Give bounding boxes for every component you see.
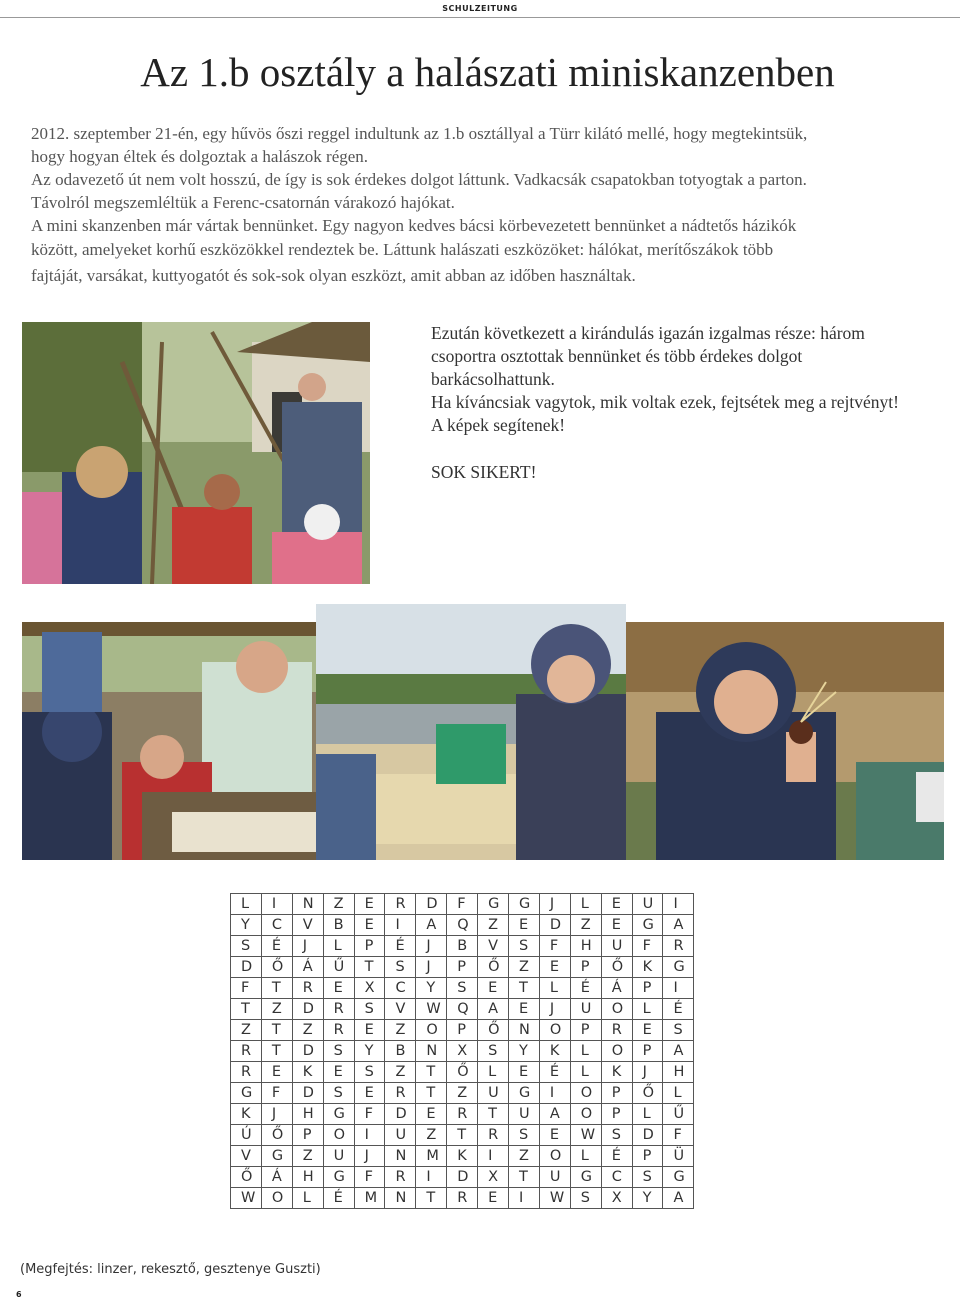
grid-cell: O xyxy=(323,1125,354,1146)
side-line: Ha kíváncsiak vagytok, mik voltak ezek, fejtsétek meg a rejtvényt! xyxy=(431,392,899,412)
grid-cell: I xyxy=(509,1188,540,1209)
grid-cell: P xyxy=(292,1125,323,1146)
grid-cell: É xyxy=(601,1146,632,1167)
grid-row xyxy=(231,1104,694,1125)
grid-cell: G xyxy=(663,957,694,978)
grid-cell: O xyxy=(416,1020,447,1041)
grid-cell: L xyxy=(570,1041,601,1062)
grid-cell: E xyxy=(509,999,540,1020)
grid-cell: P xyxy=(447,1020,478,1041)
grid-cell: N xyxy=(385,1188,416,1209)
grid-cell: X xyxy=(601,1188,632,1209)
grid-cell: S xyxy=(354,999,385,1020)
photo-fishing-net-guide xyxy=(22,322,370,584)
grid-cell: J xyxy=(416,936,447,957)
grid-cell: E xyxy=(539,1125,570,1146)
grid-cell: F xyxy=(447,894,478,915)
grid-cell: O xyxy=(539,1146,570,1167)
grid-row xyxy=(231,1041,694,1062)
grid-cell: G xyxy=(323,1167,354,1188)
grid-cell: G xyxy=(632,915,663,936)
grid-cell: Z xyxy=(509,957,540,978)
grid-cell: J xyxy=(292,936,323,957)
grid-cell: I xyxy=(539,1083,570,1104)
grid-cell: R xyxy=(231,1062,262,1083)
grid-cell: I xyxy=(385,915,416,936)
grid-cell: Ú xyxy=(231,1125,262,1146)
grid-cell: E xyxy=(354,1020,385,1041)
grid-cell: U xyxy=(601,936,632,957)
grid-cell: T xyxy=(509,1167,540,1188)
grid-cell: T xyxy=(261,1020,292,1041)
grid-row xyxy=(231,894,694,915)
grid-cell: T xyxy=(416,1083,447,1104)
grid-cell: P xyxy=(447,957,478,978)
grid-cell: S xyxy=(663,1020,694,1041)
page-number: 6 xyxy=(16,1290,22,1299)
grid-cell: R xyxy=(385,894,416,915)
grid-cell: N xyxy=(385,1146,416,1167)
grid-cell: J xyxy=(539,999,570,1020)
grid-cell: F xyxy=(663,1125,694,1146)
grid-row xyxy=(231,999,694,1020)
grid-cell: Y xyxy=(231,915,262,936)
grid-cell: E xyxy=(509,915,540,936)
grid-cell: É xyxy=(539,1062,570,1083)
grid-cell: A xyxy=(663,1041,694,1062)
grid-cell: S xyxy=(385,957,416,978)
grid-cell: R xyxy=(292,978,323,999)
grid-row xyxy=(231,936,694,957)
grid-cell: F xyxy=(261,1083,292,1104)
grid-cell: É xyxy=(261,936,292,957)
grid-cell: E xyxy=(323,978,354,999)
grid-cell: E xyxy=(416,1104,447,1125)
grid-cell: E xyxy=(509,1062,540,1083)
grid-cell: P xyxy=(601,1083,632,1104)
grid-cell: E xyxy=(539,957,570,978)
grid-cell: F xyxy=(632,936,663,957)
grid-cell: H xyxy=(663,1062,694,1083)
grid-cell: U xyxy=(632,894,663,915)
grid-cell: R xyxy=(323,999,354,1020)
grid-cell: W xyxy=(539,1188,570,1209)
grid-cell: R xyxy=(447,1188,478,1209)
grid-cell: O xyxy=(539,1020,570,1041)
grid-cell: Z xyxy=(323,894,354,915)
grid-cell: Ő xyxy=(447,1062,478,1083)
grid-cell: G xyxy=(509,894,540,915)
grid-cell: B xyxy=(323,915,354,936)
grid-cell: Ő xyxy=(261,1125,292,1146)
grid-cell: G xyxy=(261,1146,292,1167)
grid-cell: T xyxy=(509,978,540,999)
grid-cell: K xyxy=(447,1146,478,1167)
grid-cell: T xyxy=(416,1062,447,1083)
grid-cell: É xyxy=(570,978,601,999)
grid-cell: Z xyxy=(478,915,509,936)
grid-cell: W xyxy=(570,1125,601,1146)
grid-cell: V xyxy=(385,999,416,1020)
intro-line: 2012. szeptember 21-én, egy hűvös őszi reggel indultunk az 1.b osztállyal a Türr kilátó mellé, hogy megtekintsük, xyxy=(31,124,808,143)
article-title: Az 1.b osztály a halászati miniskanzenben xyxy=(140,49,835,95)
grid-cell: L xyxy=(570,1062,601,1083)
grid-cell: P xyxy=(601,1104,632,1125)
activity-text xyxy=(431,322,956,484)
grid-cell: T xyxy=(416,1188,447,1209)
grid-cell: N xyxy=(292,894,323,915)
grid-cell: Ő xyxy=(632,1083,663,1104)
intro-line: között, amelyeket korhű eszközökkel rendeztek be. Láttunk halászati eszközöket: hálókat, merítőszákok több xyxy=(31,240,774,259)
grid-cell: K xyxy=(539,1041,570,1062)
grid-cell: R xyxy=(663,936,694,957)
grid-cell: B xyxy=(385,1041,416,1062)
grid-cell: W xyxy=(416,999,447,1020)
grid-cell: D xyxy=(292,1083,323,1104)
header-divider xyxy=(0,17,960,18)
grid-cell: E xyxy=(323,1062,354,1083)
grid-cell: X xyxy=(478,1167,509,1188)
intro-line: fajtáját, varsákat, kuttyogatót és sok-sok olyan eszközt, amit abban az időben használtak. xyxy=(31,266,636,285)
grid-row xyxy=(231,1083,694,1104)
grid-cell: Z xyxy=(231,1020,262,1041)
grid-cell: X xyxy=(354,978,385,999)
grid-cell: G xyxy=(478,894,509,915)
grid-cell: Q xyxy=(447,999,478,1020)
grid-cell: S xyxy=(509,936,540,957)
grid-cell: H xyxy=(292,1167,323,1188)
grid-cell: R xyxy=(447,1104,478,1125)
grid-cell: C xyxy=(385,978,416,999)
grid-cell: D xyxy=(416,894,447,915)
grid-cell: R xyxy=(385,1083,416,1104)
grid-cell: Z xyxy=(570,915,601,936)
grid-row xyxy=(231,1188,694,1209)
grid-row xyxy=(231,1146,694,1167)
grid-cell: G xyxy=(570,1167,601,1188)
grid-cell: R xyxy=(385,1167,416,1188)
intro-text xyxy=(31,122,951,289)
grid-cell: T xyxy=(261,978,292,999)
grid-cell: B xyxy=(447,936,478,957)
closing-text: SOK SIKERT! xyxy=(431,462,537,482)
side-line: barkácsolhattunk. xyxy=(431,369,555,389)
grid-cell: V xyxy=(478,936,509,957)
grid-cell: J xyxy=(632,1062,663,1083)
grid-cell: J xyxy=(539,894,570,915)
grid-cell: U xyxy=(509,1104,540,1125)
grid-cell: É xyxy=(385,936,416,957)
grid-cell: L xyxy=(231,894,262,915)
grid-cell: T xyxy=(261,1041,292,1062)
grid-cell: D xyxy=(231,957,262,978)
grid-cell: É xyxy=(663,999,694,1020)
grid-cell: C xyxy=(261,915,292,936)
grid-cell: D xyxy=(447,1167,478,1188)
grid-cell: J xyxy=(261,1104,292,1125)
grid-cell: P xyxy=(570,1020,601,1041)
grid-cell: E xyxy=(261,1062,292,1083)
grid-cell: V xyxy=(231,1146,262,1167)
grid-cell: A xyxy=(416,915,447,936)
grid-cell: Á xyxy=(601,978,632,999)
grid-cell: F xyxy=(231,978,262,999)
intro-line: Az odavezető út nem volt hosszú, de így is sok érdekes dolgot láttunk. Vadkacsák csapatokban totyogtak a parton. xyxy=(31,170,807,189)
photo-craft-table xyxy=(22,622,340,860)
grid-cell: O xyxy=(570,1104,601,1125)
grid-cell: I xyxy=(261,894,292,915)
grid-cell: L xyxy=(570,1146,601,1167)
grid-cell: U xyxy=(385,1125,416,1146)
intro-line: Távolról megszemléltük a Ferenc-csatornán várakozó hajókat. xyxy=(31,193,455,212)
grid-cell: G xyxy=(663,1167,694,1188)
grid-cell: L xyxy=(323,936,354,957)
grid-cell: Ő xyxy=(478,1020,509,1041)
grid-cell: É xyxy=(323,1188,354,1209)
grid-row xyxy=(231,978,694,999)
grid-cell: F xyxy=(354,1104,385,1125)
grid-cell: Y xyxy=(509,1041,540,1062)
side-line: Ezután következett a kirándulás igazán izgalmas része: három xyxy=(431,323,865,343)
photo-boy-chestnut xyxy=(626,622,944,860)
grid-cell: L xyxy=(570,894,601,915)
grid-cell: V xyxy=(292,915,323,936)
grid-cell: N xyxy=(509,1020,540,1041)
grid-cell: G xyxy=(323,1104,354,1125)
grid-cell: E xyxy=(632,1020,663,1041)
grid-cell: P xyxy=(632,1146,663,1167)
grid-cell: I xyxy=(416,1167,447,1188)
grid-cell: Á xyxy=(292,957,323,978)
grid-cell: R xyxy=(478,1125,509,1146)
grid-cell: S xyxy=(447,978,478,999)
grid-cell: Z xyxy=(385,1062,416,1083)
grid-cell: M xyxy=(354,1188,385,1209)
grid-cell: O xyxy=(601,1041,632,1062)
grid-cell: W xyxy=(231,1188,262,1209)
grid-cell: H xyxy=(570,936,601,957)
grid-cell: O xyxy=(570,1083,601,1104)
grid-cell: S xyxy=(632,1167,663,1188)
side-line: A képek segítenek! xyxy=(431,415,566,435)
grid-cell: Y xyxy=(354,1041,385,1062)
grid-cell: Z xyxy=(292,1020,323,1041)
grid-cell: Ű xyxy=(323,957,354,978)
grid-cell: L xyxy=(478,1062,509,1083)
grid-cell: E xyxy=(601,915,632,936)
grid-cell: K xyxy=(231,1104,262,1125)
grid-cell: I xyxy=(663,978,694,999)
grid-cell: Z xyxy=(416,1125,447,1146)
grid-cell: S xyxy=(570,1188,601,1209)
grid-row xyxy=(231,1020,694,1041)
grid-cell: L xyxy=(292,1188,323,1209)
grid-cell: U xyxy=(539,1167,570,1188)
grid-cell: O xyxy=(261,1188,292,1209)
grid-cell: P xyxy=(570,957,601,978)
grid-cell: D xyxy=(292,999,323,1020)
grid-row xyxy=(231,1062,694,1083)
grid-cell: Ő xyxy=(261,957,292,978)
grid-cell: E xyxy=(354,915,385,936)
grid-cell: S xyxy=(478,1041,509,1062)
grid-cell: E xyxy=(478,1188,509,1209)
grid-cell: P xyxy=(354,936,385,957)
grid-cell: Z xyxy=(292,1146,323,1167)
grid-row xyxy=(231,1167,694,1188)
grid-cell: T xyxy=(231,999,262,1020)
grid-cell: I xyxy=(354,1125,385,1146)
grid-cell: E xyxy=(601,894,632,915)
word-search-grid xyxy=(230,893,694,1209)
grid-cell: L xyxy=(539,978,570,999)
grid-cell: X xyxy=(447,1041,478,1062)
grid-cell: D xyxy=(539,915,570,936)
grid-cell: L xyxy=(632,999,663,1020)
photo-lakeside-table xyxy=(316,604,626,860)
grid-cell: S xyxy=(354,1062,385,1083)
grid-cell: Y xyxy=(632,1188,663,1209)
grid-cell: Z xyxy=(447,1083,478,1104)
grid-cell: R xyxy=(231,1041,262,1062)
grid-cell: K xyxy=(292,1062,323,1083)
grid-cell: G xyxy=(509,1083,540,1104)
running-header: SCHULZEITUNG xyxy=(442,4,518,13)
intro-line: A mini skanzenben már vártak bennünket. Egy nagyon kedves bácsi körbevezetett bennünket a nádtetős házikók xyxy=(31,216,797,235)
grid-cell: Ő xyxy=(231,1167,262,1188)
grid-cell: R xyxy=(323,1020,354,1041)
grid-cell: Z xyxy=(385,1020,416,1041)
grid-cell: U xyxy=(478,1083,509,1104)
grid-cell: A xyxy=(539,1104,570,1125)
grid-cell: Á xyxy=(261,1167,292,1188)
grid-cell: Ü xyxy=(663,1146,694,1167)
grid-cell: T xyxy=(447,1125,478,1146)
grid-cell: R xyxy=(601,1020,632,1041)
grid-cell: D xyxy=(385,1104,416,1125)
grid-cell: Z xyxy=(261,999,292,1020)
grid-cell: A xyxy=(663,915,694,936)
grid-cell: A xyxy=(478,999,509,1020)
grid-cell: Ő xyxy=(478,957,509,978)
grid-cell: O xyxy=(601,999,632,1020)
grid-cell: I xyxy=(663,894,694,915)
grid-cell: I xyxy=(478,1146,509,1167)
intro-line: hogy hogyan éltek és dolgoztak a halászok régen. xyxy=(31,147,369,166)
grid-cell: N xyxy=(416,1041,447,1062)
grid-cell: S xyxy=(509,1125,540,1146)
grid-cell: K xyxy=(601,1062,632,1083)
grid-cell: M xyxy=(416,1146,447,1167)
grid-cell: L xyxy=(632,1104,663,1125)
grid-cell: Ű xyxy=(663,1104,694,1125)
grid-row xyxy=(231,1125,694,1146)
grid-cell: E xyxy=(354,1083,385,1104)
grid-cell: G xyxy=(231,1083,262,1104)
grid-cell: D xyxy=(292,1041,323,1062)
puzzle-answer: (Megfejtés: linzer, rekesztő, gesztenye Guszti) xyxy=(20,1262,321,1277)
grid-cell: H xyxy=(292,1104,323,1125)
grid-cell: Ő xyxy=(601,957,632,978)
grid-cell: Q xyxy=(447,915,478,936)
grid-cell: E xyxy=(478,978,509,999)
grid-cell: P xyxy=(632,978,663,999)
grid-cell: U xyxy=(570,999,601,1020)
grid-cell: C xyxy=(601,1167,632,1188)
grid-cell: S xyxy=(323,1041,354,1062)
grid-cell: D xyxy=(632,1125,663,1146)
grid-cell: F xyxy=(354,1167,385,1188)
grid-cell: L xyxy=(663,1083,694,1104)
grid-row xyxy=(231,915,694,936)
grid-cell: S xyxy=(323,1083,354,1104)
grid-cell: J xyxy=(354,1146,385,1167)
grid-cell: S xyxy=(601,1125,632,1146)
grid-cell: K xyxy=(632,957,663,978)
grid-cell: T xyxy=(478,1104,509,1125)
grid-cell: A xyxy=(663,1188,694,1209)
side-line: csoportra osztottak bennünket és több érdekes dolgot xyxy=(431,346,803,366)
grid-cell: Y xyxy=(416,978,447,999)
grid-cell: Z xyxy=(509,1146,540,1167)
grid-cell: S xyxy=(231,936,262,957)
grid-cell: F xyxy=(539,936,570,957)
grid-cell: U xyxy=(323,1146,354,1167)
grid-cell: P xyxy=(632,1041,663,1062)
grid-cell: E xyxy=(354,894,385,915)
grid-row xyxy=(231,957,694,978)
grid-cell: T xyxy=(354,957,385,978)
grid-cell: J xyxy=(416,957,447,978)
